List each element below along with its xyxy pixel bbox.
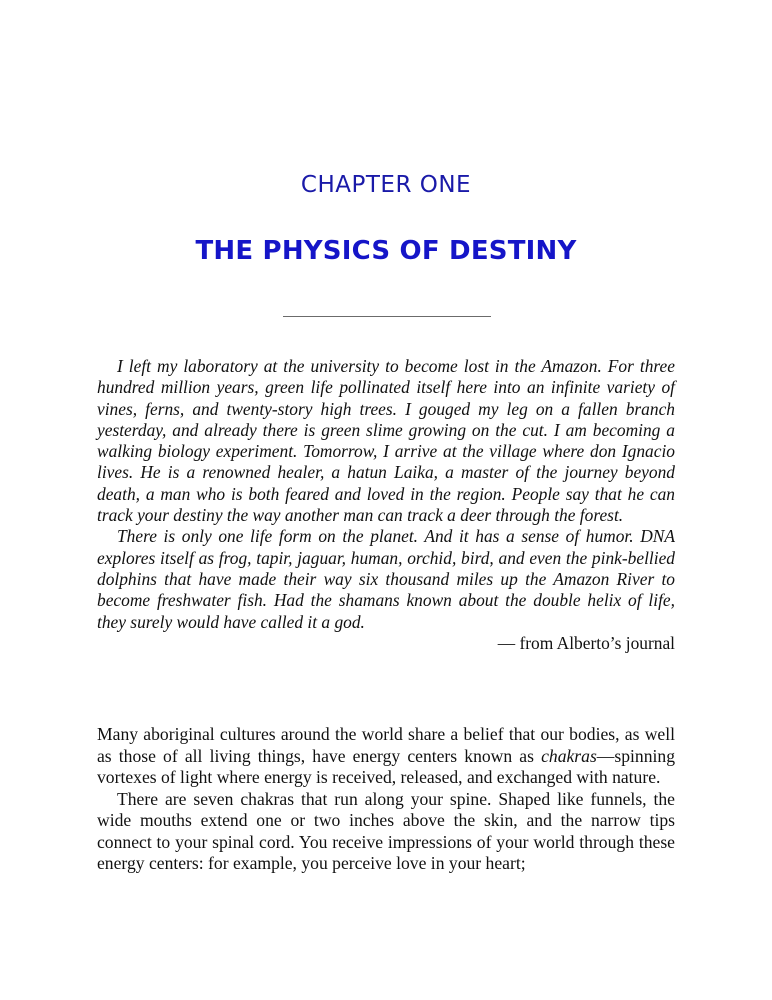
chapter-title: THE PHYSICS OF DESTINY xyxy=(195,236,577,266)
epigraph-paragraph: There is only one life form on the planet. And it has a sense of humor. DNA explores itself as frog, tapir, jaguar, human, orchid, bird, and even the pink-bellied dolphins that have made their way six thousand miles up the Amazon River to become freshwater fish. Had the shamans known about the double helix of life, they surely would have called it a god. xyxy=(97,526,675,632)
title-divider xyxy=(283,316,491,317)
body-paragraph: There are seven chakras that run along your spine. Shaped like funnels, the wide mouths extend one or two inches above the skin, and the narrow tips connect to your spinal cord. You receive impressions of your world through these energy centers: for example, you perceive love in your heart; xyxy=(97,788,675,873)
body-text-run: —spinning vortexes of light where energy is received, released, and exchanged with nature. xyxy=(97,745,675,787)
chakras-term: chakras xyxy=(541,745,597,766)
epigraph-attribution: — from Alberto’s journal xyxy=(497,632,675,653)
chapter-label: CHAPTER ONE xyxy=(300,172,472,198)
epigraph-paragraph: I left my laboratory at the university to become lost in the Amazon. For three hundred million years, green life pollinated itself here into an infinite variety of vines, ferns, and twenty-story high trees. I gouged my leg on a fallen branch yesterday, and already there is green slime growing on the cut. I am becoming a walking biology experiment. Tomorrow, I arrive at the village where don Ignacio lives. He is a renowned healer, a hatun Laika, a master of the journey beyond death, a man who is both feared and loved in the region. People say that he can track your destiny the way another man can track a deer through the forest. xyxy=(97,356,675,526)
body-text-run: Many aboriginal cultures around the world share a belief that our bodies, as well as those of all living things, have energy centers known as xyxy=(97,724,675,766)
epigraph xyxy=(97,356,675,654)
body-text xyxy=(97,724,675,875)
body-paragraph xyxy=(97,724,675,789)
